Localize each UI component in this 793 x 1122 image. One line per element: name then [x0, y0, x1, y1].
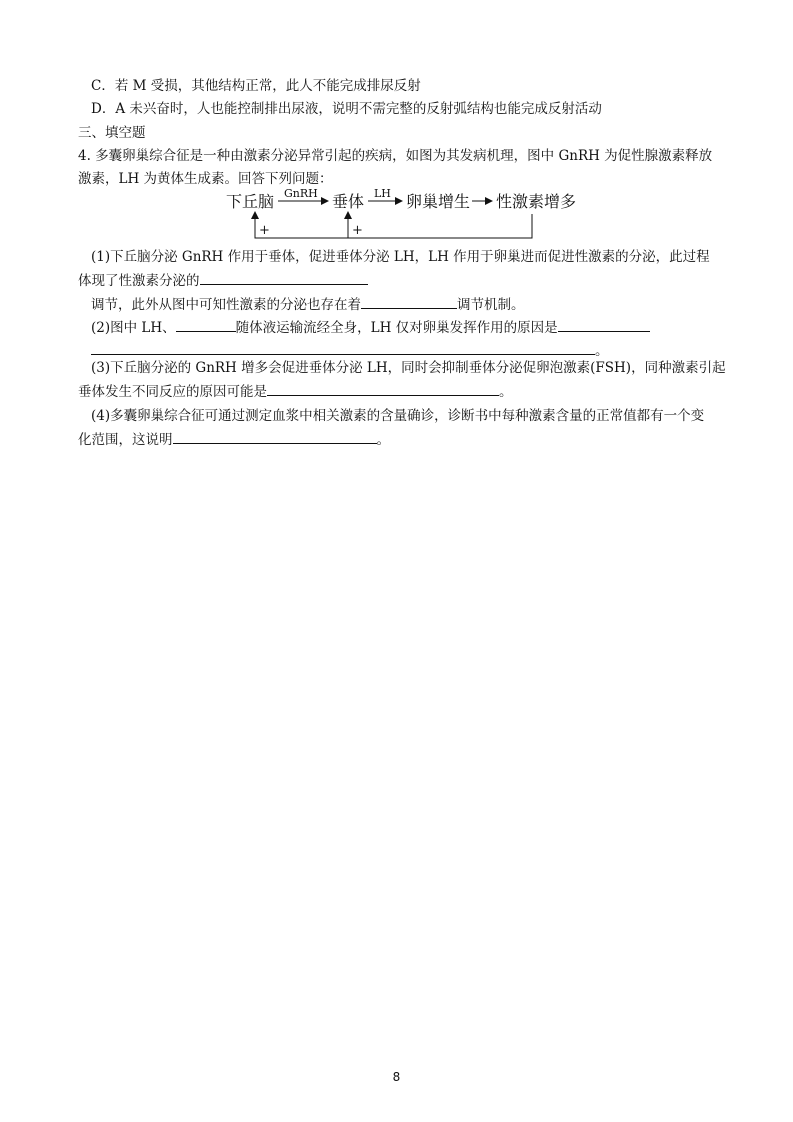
- q2-line-1-text: (2)图中 LH、: [91, 320, 176, 336]
- answer-blank-6[interactable]: [173, 429, 377, 444]
- answer-blank-3[interactable]: [176, 317, 236, 332]
- q4-line-2-end: 。: [376, 432, 390, 448]
- question-stem-line-2: 激素，LH 为黄体生成素。回答下列问题：: [78, 171, 333, 187]
- node-hypothalamus: 下丘脑: [226, 192, 275, 211]
- answer-blank-4-continued[interactable]: [91, 340, 595, 355]
- answer-blank-5[interactable]: [267, 381, 499, 396]
- q4-line-2-text: 化范围，这说明: [78, 432, 173, 448]
- q3-line-2-end: 。: [499, 384, 513, 400]
- q1-line-1: (1)下丘脑分泌 GnRH 作用于垂体，促进垂体分泌 LH，LH 作用于卵巢进而促进性激素的分泌，此过程: [91, 249, 710, 265]
- answer-blank-2[interactable]: [361, 294, 457, 309]
- mechanism-diagram: [224, 186, 584, 244]
- feedback-sign-1: +: [259, 223, 270, 238]
- node-pituitary: 垂体: [332, 192, 365, 211]
- q3-line-2: [78, 381, 513, 402]
- page-number: 8: [392, 1070, 401, 1084]
- q1-line-3-text: 调节，此外从图中可知性激素的分泌也存在着: [91, 297, 361, 313]
- answer-blank-4[interactable]: [558, 317, 650, 332]
- option-c: C．若 M 受损，其他结构正常，此人不能完成排尿反射: [91, 78, 421, 94]
- arrow-gnrh-label: GnRH: [284, 187, 318, 200]
- q2-line-1-mid: 随体液运输流经全身，LH 仅对卵巢发挥作用的原因是: [235, 320, 558, 336]
- q2-line-1: [91, 317, 650, 338]
- q1-line-2: [78, 270, 368, 291]
- feedback-line-hypothalamus: [255, 213, 532, 238]
- q1-line-3: [91, 294, 525, 315]
- q2-line-2-end: 。: [595, 343, 609, 359]
- node-ovary: 卵巢增生: [406, 192, 471, 211]
- section-heading: 三、填空题: [78, 125, 146, 141]
- answer-blank-1[interactable]: [200, 270, 368, 285]
- q3-line-2-text: 垂体发生不同反应的原因可能是: [78, 384, 267, 400]
- arrow-lh-label: LH: [374, 187, 391, 200]
- q4-line-1: (4)多囊卵巢综合征可通过测定血浆中相关激素的含量确诊，诊断书中每种激素含量的正常值都有一个变: [91, 408, 705, 424]
- q1-line-2-text: 体现了性激素分泌的: [78, 273, 200, 289]
- q3-line-1: (3)下丘脑分泌的 GnRH 增多会促进垂体分泌 LH，同时会抑制垂体分泌促卵泡激素(FSH)，同种激素引起: [91, 360, 726, 376]
- question-stem-line-1: 4. 多囊卵巢综合征是一种由激素分泌异常引起的疾病，如图为其发病机理，图中 GnRH 为促性腺激素释放: [78, 148, 713, 164]
- option-d: D．A 未兴奋时，人也能控制排出尿液，说明不需完整的反射弧结构也能完成反射活动: [91, 101, 602, 117]
- feedback-sign-2: +: [352, 223, 363, 238]
- q4-line-2: [78, 429, 390, 450]
- q1-line-3-end: 调节机制。: [457, 297, 525, 313]
- node-sex-hormone: 性激素增多: [496, 192, 577, 211]
